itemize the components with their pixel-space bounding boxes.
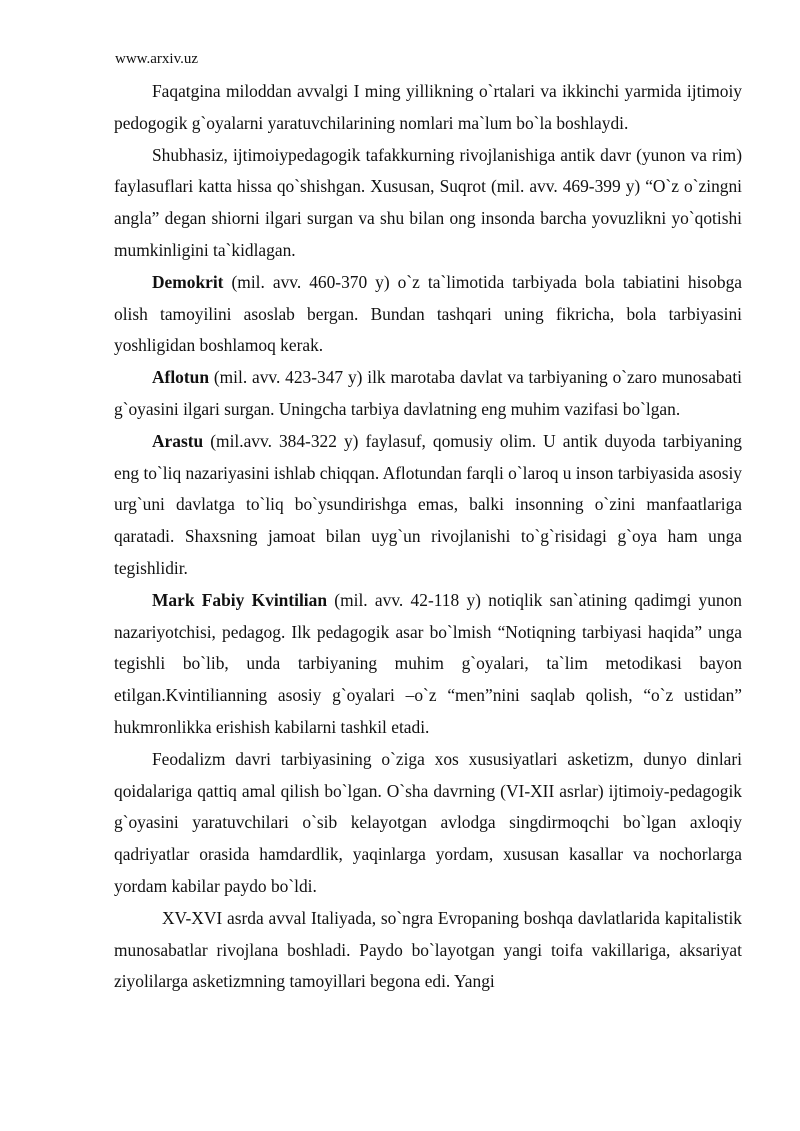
paragraph-text: Feodalizm davri tarbiyasining o`ziga xos xususiyatlari asketizm, dunyo dinlari qoidalariga qattiq amal qilish bo`lgan. O`sha davrning (VI-XII asrlar) ijtimoiy-pedagogik g`oyasini yaratuvchilari o`sib kelayotgan avlodga singdirmoqchi bo`lgan axloqiy qadriyatlar orasida hamdardlik, yaqinlarga yordam, xususan kasallar va nochorlarga yordam kabilar paydo bo`ldi. (114, 748, 742, 896)
site-header: www.arxiv.uz (115, 51, 199, 67)
person-name: Aflotun (152, 367, 210, 388)
paragraph-text: Shubhasiz, ijtimoiypedagogik tafakkurning rivojlanishiga antik davr (yunon va rim) faylasuflari katta hissa qo`shishgan. Xususan, Suqrot (mil. avv. 469-399 y) “O`z o`zingni angla” degan shiorni ilgari surgan va shu bilan ong insonda barcha yovuzlikni yo`qotishi mumkinligini ta`kidlagan. (114, 144, 742, 260)
paragraph-text: (mil.avv. 384-322 y) faylasuf, qomusiy olim. U antik duyoda tarbiyaning eng to`liq nazariyasini ishlab chiqqan. Aflotundan farqli o`laroq u inson tarbiyasida asosiy urg`uni davlatga to`liq bo`ysundirishga emas, balki insonning o`zini manfaatlariga qaratadi. Shaxsning jamoat bilan uyg`un rivojlanishi to`g`risidagi g`oya ham unga tegishlidir. (114, 430, 742, 578)
paragraph-text: Faqatgina miloddan avvalgi I ming yillikning o`rtalari va ikkinchi yarmida ijtimoiy pedogogik g`oyalarni yaratuvchilarining nomlari ma`lum bo`la boshlaydi. (114, 81, 742, 133)
paragraph (114, 903, 742, 998)
paragraph (114, 744, 742, 903)
paragraph (114, 585, 742, 744)
person-name: Demokrit (152, 271, 224, 292)
document-body (114, 76, 742, 998)
paragraph (114, 76, 742, 140)
paragraph (114, 267, 742, 362)
paragraph (114, 426, 742, 585)
paragraph (114, 362, 742, 426)
person-name: Arastu (152, 430, 204, 451)
paragraph-text: (mil. avv. 423-347 y) ilk marotaba davlat va tarbiyaning o`zaro munosabati g`oyasini ilgari surgan. Uningcha tarbiya davlatning eng muhim vazifasi bo`lgan. (114, 367, 742, 419)
paragraph-text: XV-XVI asrda avval Italiyada, so`ngra Evropaning boshqa davlatlarida kapitalistik munosabatlar rivojlana boshladi. Paydo bo`layotgan yangi toifa vakillariga, aksariyat ziyolilarga asketizmning tamoyillari begona edi. Yangi (114, 907, 742, 992)
person-name: Mark Fabiy Kvintilian (152, 589, 327, 610)
paragraph-text: (mil. avv. 42-118 y) notiqlik san`atining qadimgi yunon nazariyotchisi, pedagog. Ilk pedagogik asar bo`lmish “Notiqning tarbiyasi haqida” unga tegishli bo`lib, unda tarbiyaning muhim g`oyalari, ta`lim metodikasi bayon etilgan.Kvintilianning asosiy g`oyalari –o`z “men”nini saqlab qolish, “o`z ustidan” hukmronlikka erishish kabilarni tashkil etadi. (114, 589, 742, 737)
paragraph (114, 140, 742, 267)
paragraph-text: (mil. avv. 460-370 y) o`z ta`limotida tarbiyada bola tabiatini hisobga olish tamoyilini asoslab bergan. Bundan tashqari uning fikricha, bola tarbiyasini yoshligidan boshlamoq kerak. (114, 271, 742, 356)
